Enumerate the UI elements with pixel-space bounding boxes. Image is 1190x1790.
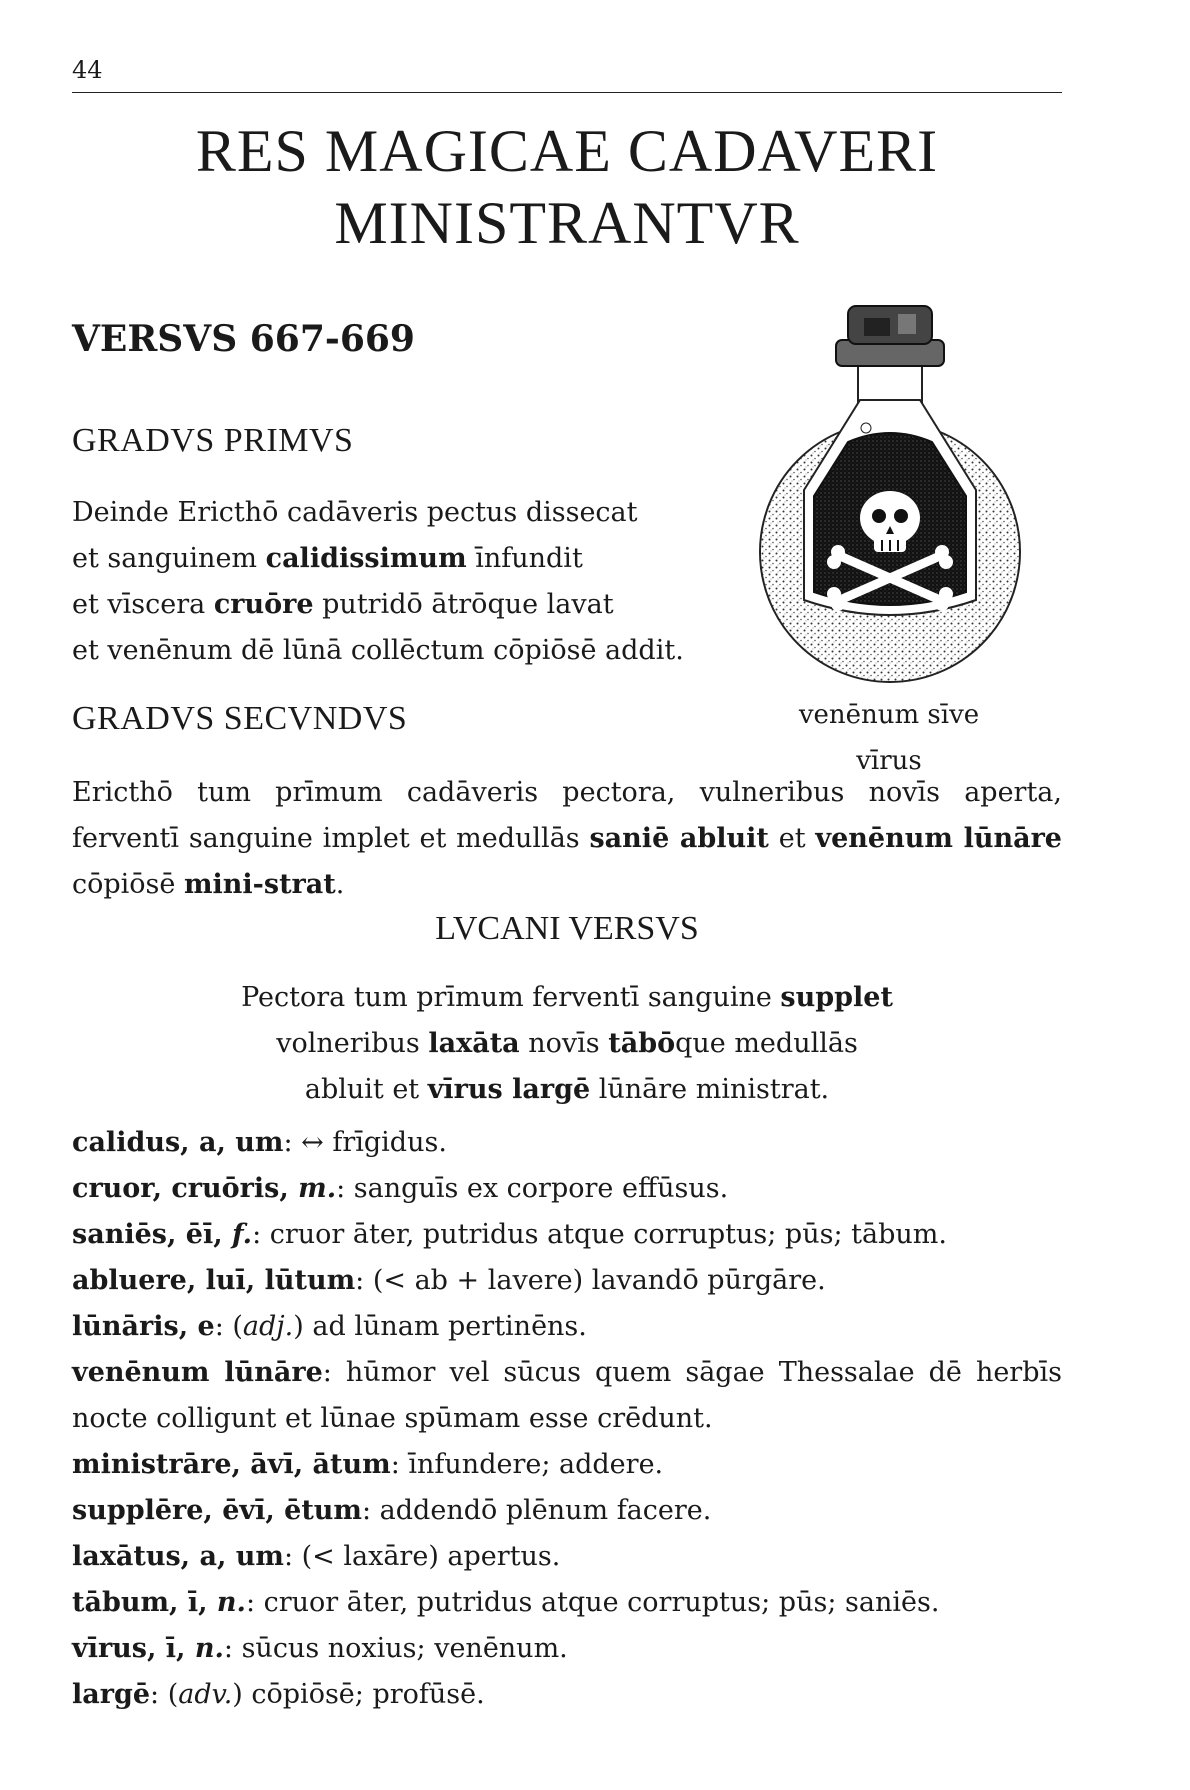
bold-word: laxāta	[428, 1028, 520, 1059]
text-run: que medullās	[675, 1028, 858, 1059]
glossary-definition: : (< laxāre) apertus.	[283, 1541, 561, 1572]
glossary-definition: : addendō plēnum facere.	[362, 1495, 712, 1526]
glossary-entry	[72, 1304, 1062, 1350]
glossary-definition: : hūmor vel sūcus quem sāgae Thessalae dē herbīs nocte colligunt et lūnae spūmam esse crēdunt.	[72, 1357, 1062, 1434]
text-run: putridō ātrōque lavat	[313, 589, 614, 620]
glossary-entry	[72, 1580, 1062, 1626]
glossary-entry	[72, 1212, 1062, 1258]
glossary-gender: n.	[194, 1633, 224, 1664]
text-run: et vīscera	[72, 589, 214, 620]
verse-line	[72, 1021, 1062, 1067]
glossary-definition: : (	[150, 1679, 179, 1710]
text-run: Pectora tum prīmum ferventī sanguine	[241, 982, 781, 1013]
text-run: et sanguinem	[72, 543, 266, 574]
gradus-primus-heading: GRADVS PRIMVS	[72, 422, 354, 459]
glossary-definition: : sūcus noxius; venēnum.	[223, 1633, 568, 1664]
gp-line	[72, 628, 712, 674]
glossary-definition: : ↔ frīgidus.	[283, 1127, 447, 1158]
glossary-term: vīrus, ī,	[72, 1633, 195, 1664]
chapter-title-line1: RES MAGICAE CADAVERI	[195, 118, 939, 184]
glossary-term: ministrāre, āvī, ātum	[72, 1449, 391, 1480]
glossary-definition: : (< ab + lavere) lavandō pūrgāre.	[355, 1265, 826, 1296]
versus-heading: VERSVS 667-669	[72, 318, 415, 360]
chapter-title	[72, 115, 1062, 259]
glossary-entry	[72, 1672, 1062, 1718]
glossary-entry	[72, 1626, 1062, 1672]
gp-line	[72, 582, 712, 628]
glossary-term: venēnum lūnāre	[72, 1357, 323, 1388]
glossary	[72, 1120, 1062, 1718]
glossary-entry	[72, 1258, 1062, 1304]
text-run: Deinde Ericthō cadāveris pectus dissecat	[72, 497, 638, 528]
text-run: et	[768, 823, 816, 854]
glossary-term: lūnāris, e	[72, 1311, 215, 1342]
text-run: .	[335, 869, 345, 900]
glossary-term: calidus, a, um	[72, 1127, 284, 1158]
chapter-title-line2: MINISTRANTVR	[334, 190, 800, 256]
lucani-versus-text	[72, 975, 1062, 1113]
gradus-secundus-text	[72, 770, 1062, 908]
glossary-term: abluere, luī, lūtum	[72, 1265, 356, 1296]
text-run: īnfundit	[466, 543, 583, 574]
glossary-definition: : (	[214, 1311, 243, 1342]
glossary-term: cruor, cruōris,	[72, 1173, 299, 1204]
verse-line	[72, 1067, 1062, 1113]
glossary-entry	[72, 1534, 1062, 1580]
glossary-definition: : cruor āter, putridus atque corruptus; pūs; saniēs.	[245, 1587, 940, 1618]
text-run: et venēnum dē lūnā collēctum cōpiōsē addit.	[72, 635, 684, 666]
lucani-versus-heading: LVCANI VERSVS	[435, 910, 699, 947]
glossary-term: tābum, ī,	[72, 1587, 217, 1618]
gradus-primus-text	[72, 490, 712, 674]
bold-word: tābō	[608, 1028, 676, 1059]
glossary-definition: : īnfundere; addere.	[390, 1449, 664, 1480]
text-run: Ericthō tum prīmum cadāveris pectora, vulneribus novīs aperta, ferventī sanguine implet et medullās	[72, 777, 1062, 854]
glossary-gender: m.	[298, 1173, 337, 1204]
bold-word: cruōre	[213, 589, 314, 620]
glossary-entry	[72, 1350, 1062, 1442]
bold-word: saniē abluit	[589, 823, 769, 854]
glossary-term: laxātus, a, um	[72, 1541, 284, 1572]
gp-line	[72, 536, 712, 582]
caption-line1: venēnum sīve	[798, 700, 980, 730]
bold-word: supplet	[780, 982, 893, 1013]
caption-line2: vīrus	[856, 746, 922, 776]
text-run: novīs	[519, 1028, 609, 1059]
bold-word: calidissimum	[265, 543, 467, 574]
text-run: abluit et	[304, 1074, 428, 1105]
gp-line	[72, 490, 712, 536]
glossary-term: supplēre, ēvī, ētum	[72, 1495, 362, 1526]
gs-paragraph	[72, 770, 1062, 908]
glossary-term: saniēs, ēī,	[72, 1219, 232, 1250]
glossary-gender: n.	[216, 1587, 246, 1618]
text-run: cōpiōsē	[72, 869, 184, 900]
glossary-entry	[72, 1166, 1062, 1212]
glossary-gender: f.	[232, 1219, 253, 1250]
book-page	[72, 0, 1062, 1790]
poison-bottle-skull-icon	[740, 300, 1040, 685]
glossary-entry	[72, 1488, 1062, 1534]
glossary-pos: adv.	[178, 1679, 233, 1710]
glossary-definition: ) ad lūnam pertinēns.	[293, 1311, 587, 1342]
verse-line	[72, 975, 1062, 1021]
bold-word: venēnum lūnāre	[815, 823, 1062, 854]
bold-word: vīrus largē	[427, 1074, 591, 1105]
glossary-definition: : cruor āter, putridus atque corruptus; pūs; tābum.	[252, 1219, 947, 1250]
glossary-entry	[72, 1120, 1062, 1166]
header-rule	[72, 92, 1062, 93]
glossary-definition: ) cōpiōsē; profūsē.	[232, 1679, 485, 1710]
glossary-term: largē	[72, 1679, 151, 1710]
glossary-entry	[72, 1442, 1062, 1488]
gradus-secundus-heading: GRADVS SECVNDVS	[72, 700, 408, 737]
glossary-pos: adj.	[242, 1311, 294, 1342]
text-run: volneribus	[276, 1028, 429, 1059]
text-run: lūnāre ministrat.	[590, 1074, 830, 1105]
bold-word: mini-strat	[183, 869, 336, 900]
page-number: 44	[72, 56, 103, 84]
poison-bottle-drawing	[740, 300, 1040, 685]
glossary-definition: : sanguīs ex corpore effūsus.	[336, 1173, 729, 1204]
